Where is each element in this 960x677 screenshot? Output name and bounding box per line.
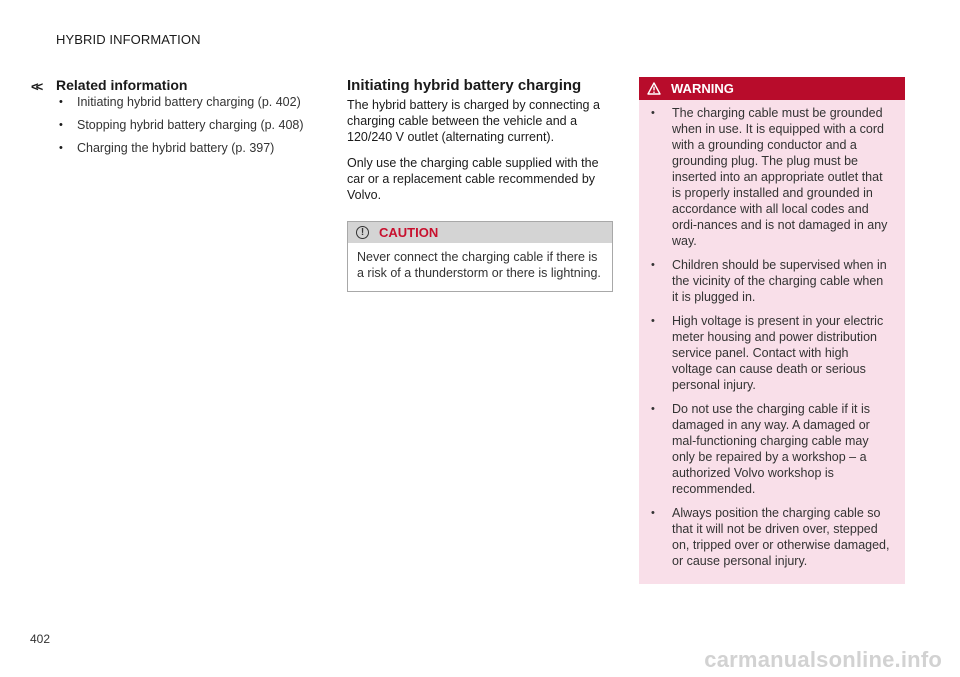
warning-list [639, 100, 905, 584]
warning-header [639, 77, 905, 100]
main-content-section [347, 77, 613, 292]
related-link[interactable]: • Initiating hybrid battery charging (p. 402) [56, 95, 306, 110]
caution-label: CAUTION [379, 225, 439, 240]
warning-label: WARNING [671, 81, 734, 96]
warning-item: • High voltage is present in your electric meter housing and power distribution service panel. Contact with high voltage can cause death or serious personal injury. [651, 313, 891, 393]
exclamation-circle-icon: ! [356, 226, 369, 239]
caution-text: Never connect the charging cable if there is a risk of a thunderstorm or there is lightning. [357, 250, 601, 280]
body-paragraph: Only use the charging cable supplied with the car or a replacement cable recommended by Volvo. [347, 156, 599, 202]
caution-header [348, 222, 612, 243]
related-heading: Related information [56, 77, 188, 93]
related-link[interactable]: • Stopping hybrid battery charging (p. 408) [56, 118, 306, 133]
related-information-section [56, 77, 306, 164]
caution-box [347, 221, 613, 292]
page-number: 402 [30, 632, 51, 646]
related-link[interactable]: • Charging the hybrid battery (p. 397) [56, 141, 306, 156]
watermark-text: carmanualsonline.info [704, 647, 942, 672]
page-section-title: HYBRID INFORMATION [56, 32, 201, 47]
warning-item: • Do not use the charging cable if it is damaged in any way. A damaged or mal-functioning charging cable may only be repaired by a workshop – a authorized Volvo workshop is recommended. [651, 401, 891, 497]
back-chevrons-icon[interactable]: << [31, 79, 41, 94]
warning-box [639, 77, 905, 584]
warning-item: • Always position the charging cable so that it will not be driven over, stepped on, tripped over or otherwise damaged, or cause personal injury. [651, 505, 891, 569]
warning-item: • The charging cable must be grounded when in use. It is equipped with a cord with a grounding conductor and a grounding plug. The plug must be inserted into an appropriate outlet that is properly installed and grounded in accordance with all local codes and ordi-nances and is not damaged in any way. [651, 105, 891, 249]
related-list [56, 95, 306, 156]
warning-triangle-icon [647, 82, 661, 95]
body-paragraph: The hybrid battery is charged by connecting a charging cable between the vehicle and a 120/240 V outlet (alternating current). [347, 98, 600, 144]
warning-section [639, 77, 905, 584]
warning-item: • Children should be supervised when in the vicinity of the charging cable when it is plugged in. [651, 257, 891, 305]
section-heading: Initiating hybrid battery charging [347, 77, 582, 94]
